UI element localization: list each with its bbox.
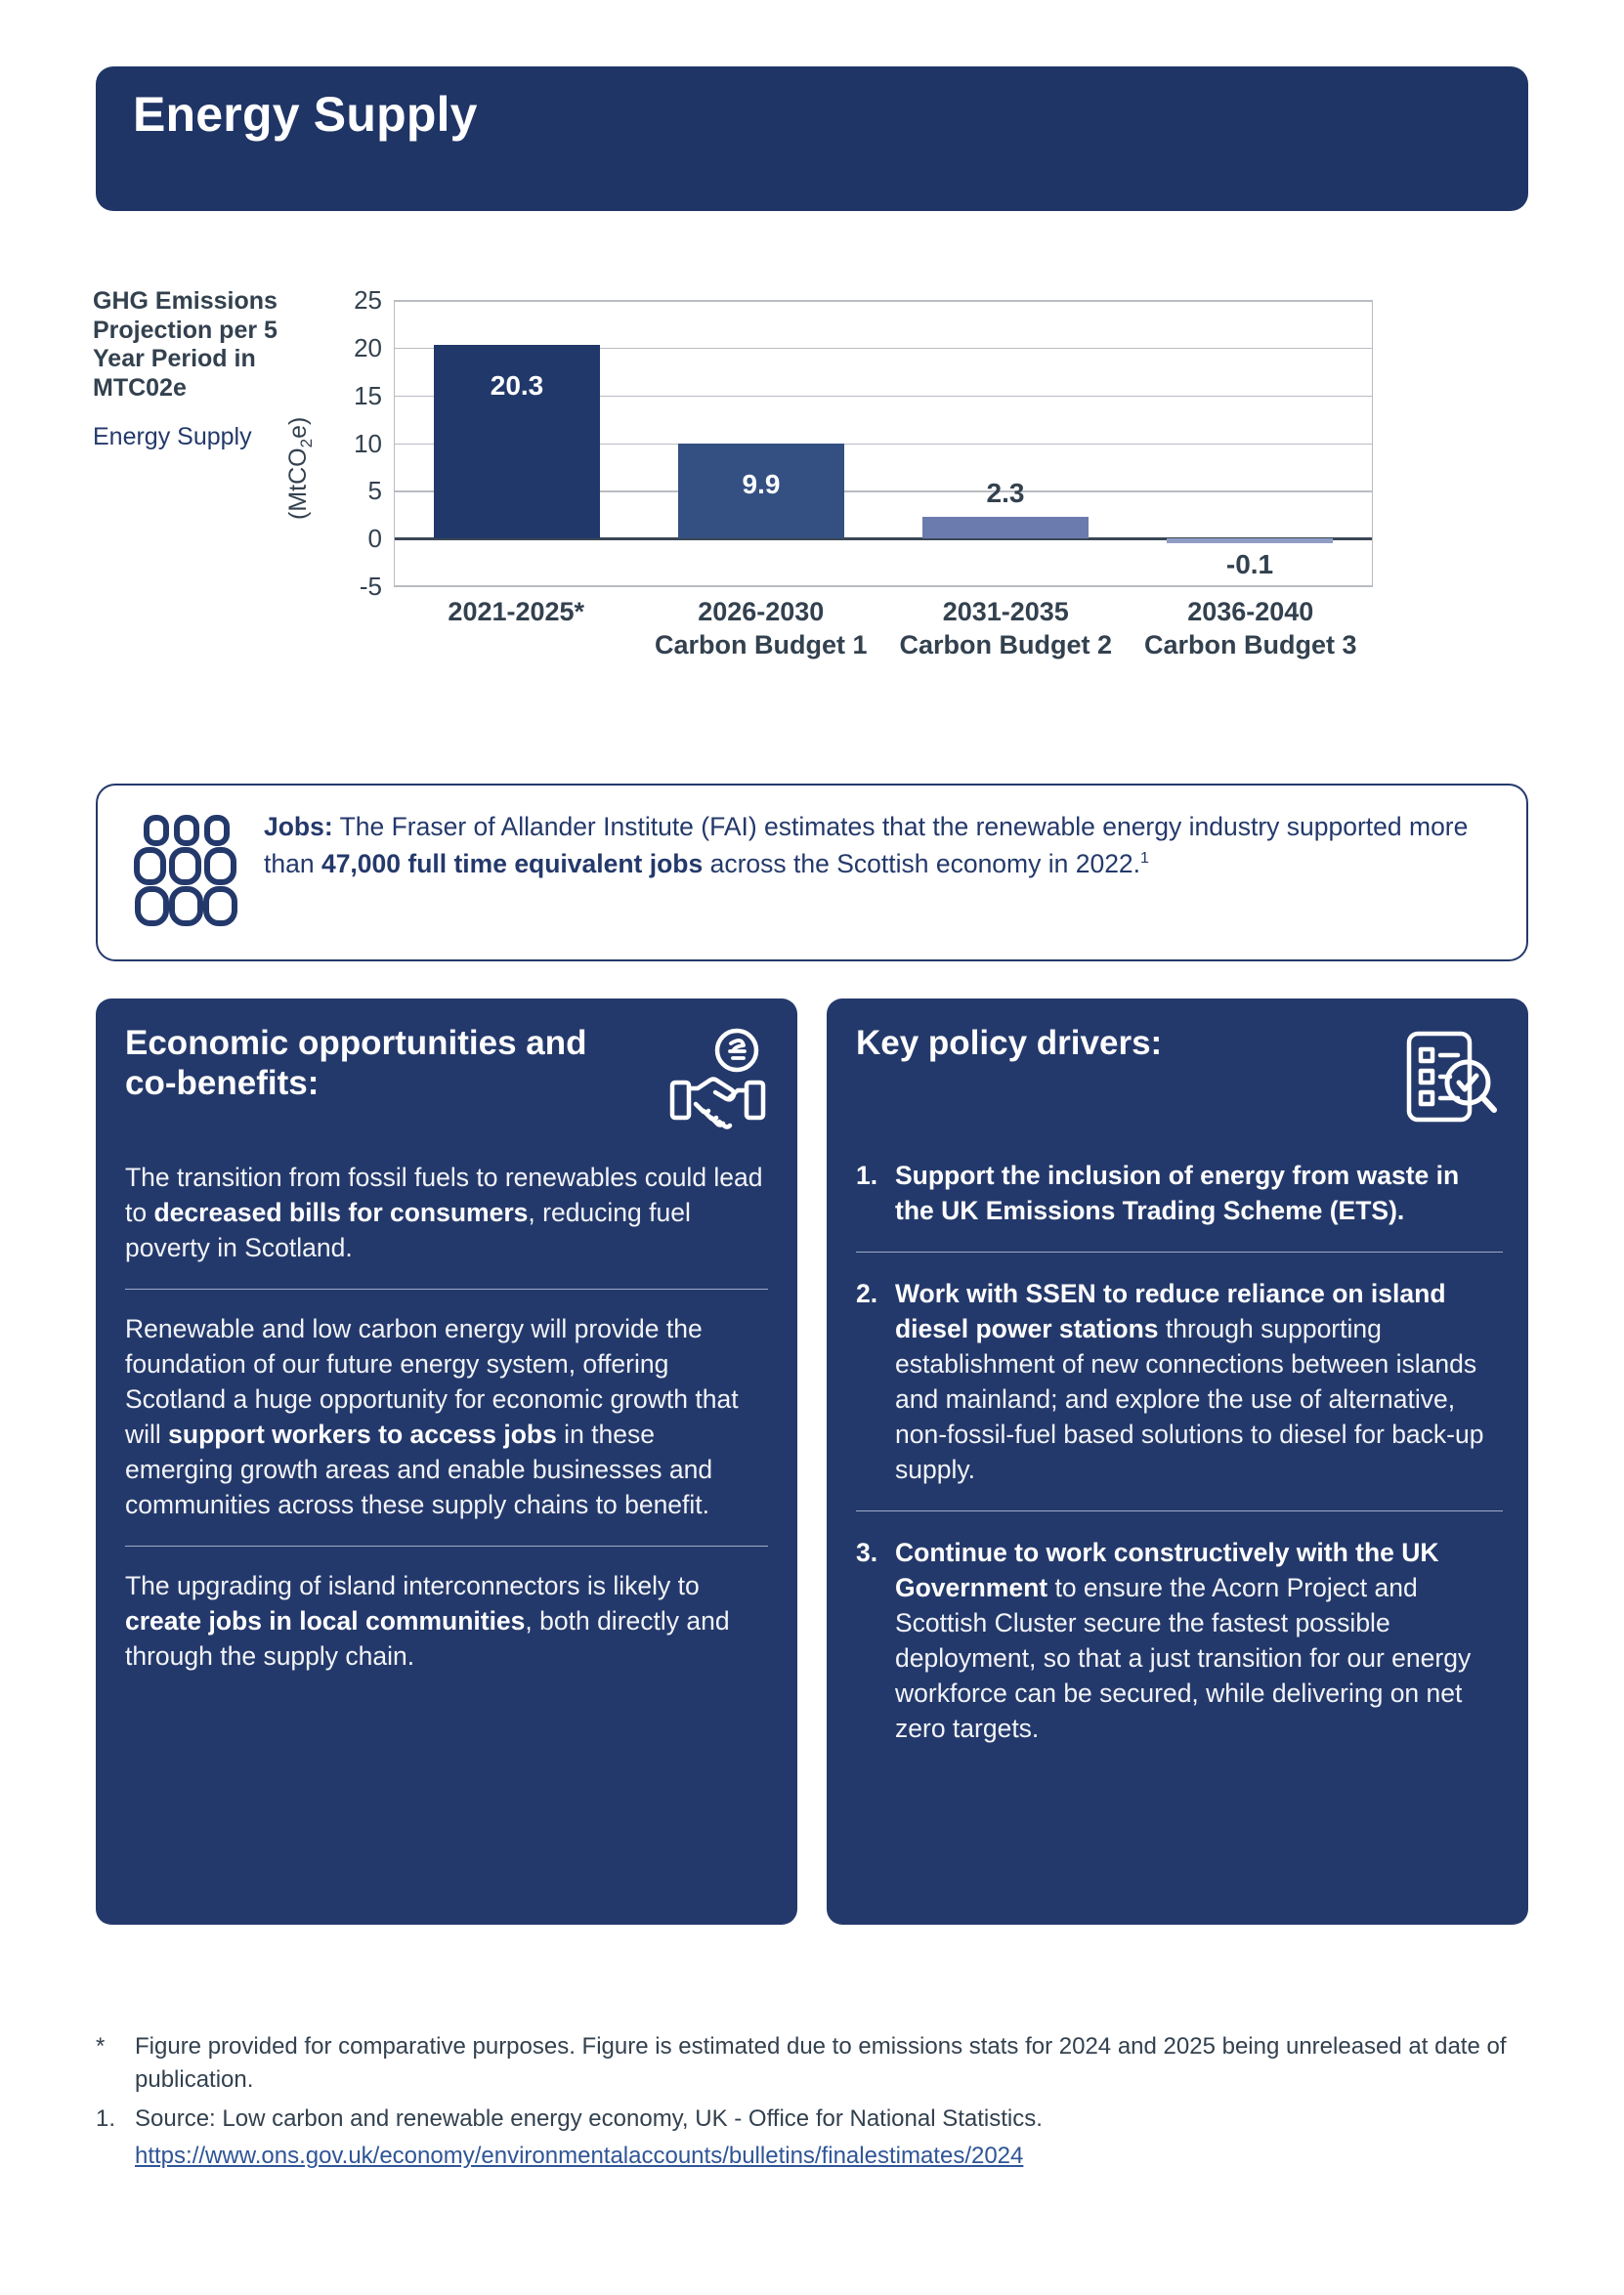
bar-value-label: -0.1 xyxy=(1225,549,1274,580)
bar-series xyxy=(395,300,1372,586)
bar-column xyxy=(639,300,883,586)
jobs-bold-1: 47,000 full time equivalent jobs xyxy=(321,848,704,878)
jobs-text-2: across the Scottish economy in 2022. xyxy=(703,848,1141,878)
policy-driver-item xyxy=(856,1510,1503,1769)
bar xyxy=(1167,538,1333,543)
benefit-text-post: in these emerging growth areas and enable businesses and communities across these supply chains to benefit. xyxy=(125,1420,713,1520)
page-header-banner xyxy=(96,66,1528,211)
panel-left-title: Economic opportunities and co-benefits: xyxy=(125,1024,587,1102)
bar-value-label: 20.3 xyxy=(490,369,544,401)
x-axis-label xyxy=(883,596,1129,662)
bar-column xyxy=(883,300,1128,586)
benefit-text-pre: Renewable and low carbon energy will provide the foundation of our future energy system, offering Scotland a huge opportunity for economic growth that will xyxy=(125,1314,739,1450)
bar-value-label: 9.9 xyxy=(742,469,781,500)
y-tick-label: -5 xyxy=(359,572,382,601)
footnote-text: Figure provided for comparative purposes. Figure is estimated due to emissions stats for 2024 and 2025 being unreleased at date of publication. xyxy=(135,2033,1507,2094)
benefit-text xyxy=(125,1160,768,1265)
footnote-marker: * xyxy=(96,2033,106,2060)
y-axis-label xyxy=(284,417,317,520)
benefit-text-bold: decreased bills for consumers xyxy=(153,1198,529,1228)
jobs-text-1: The Fraser of Allander Institute (FAI) estimates that the renewable energy industry supported more than xyxy=(264,812,1469,878)
policy-driver-bold: Support the inclusion of energy from waste in the UK Emissions Trading Scheme (ETS). xyxy=(895,1161,1460,1226)
x-axis-label xyxy=(394,596,639,662)
bar-value-label: 2.3 xyxy=(986,477,1025,508)
panel-left-blocks xyxy=(96,1138,797,1697)
bar-column xyxy=(1128,300,1372,586)
footnote-text: Source: Low carbon and renewable energy economy, UK - Office for National Statistics. xyxy=(135,2105,1043,2133)
panel-right-header xyxy=(827,999,1528,1134)
policy-driver-rest: to ensure the Acorn Project and Scottish Cluster secure the fastest possible deployment, so that a just transition for our energy workforce can be secured, while delivering on net zero targets. xyxy=(895,1573,1472,1744)
x-axis-labels xyxy=(394,596,1373,662)
policy-driver-number: 1. xyxy=(856,1161,878,1190)
policy-driver-text xyxy=(895,1535,1503,1746)
policy-driver-item xyxy=(856,1134,1503,1252)
y-tick-label: 5 xyxy=(367,476,382,506)
x-axis-budget-label: Carbon Budget 2 xyxy=(899,629,1112,659)
y-tick-label: 20 xyxy=(354,332,382,362)
footnote-body xyxy=(135,2103,1043,2173)
policy-driver-bold: Work with SSEN to reduce reliance on island diesel power stations xyxy=(895,1279,1446,1344)
benefit-text-pre: The transition from fossil fuels to renewables could lead to xyxy=(125,1163,763,1228)
plot-area xyxy=(394,300,1373,586)
x-axis-label xyxy=(639,596,884,662)
benefit-block xyxy=(125,1138,768,1289)
chart-title: GHG Emissions Projection per 5 Year Period in MTC02e xyxy=(93,287,278,402)
x-axis-period: 2026-2030 xyxy=(698,597,825,626)
y-tick-label: 0 xyxy=(367,524,382,554)
y-axis-label-post: e) xyxy=(284,416,312,439)
handshake-pound-icon xyxy=(666,1028,768,1138)
policy-driver-number: 3. xyxy=(856,1538,878,1568)
x-axis-label xyxy=(1129,596,1374,662)
jobs-lead: Jobs: xyxy=(264,812,333,841)
checklist-magnifier-icon xyxy=(1401,1028,1499,1134)
benefit-text xyxy=(125,1311,768,1522)
economic-opportunities-panel xyxy=(96,999,797,1925)
benefit-block xyxy=(125,1546,768,1697)
footnote-link[interactable]: https://www.ons.gov.uk/economy/environmentalaccounts/bulletins/finalestimates/2024 xyxy=(135,2143,1024,2170)
benefit-text-post: , both directly and through the supply chain. xyxy=(125,1606,730,1672)
y-axis-label-sub: 2 xyxy=(297,438,316,448)
policy-driver-number: 2. xyxy=(856,1279,878,1309)
footnote-body xyxy=(135,2030,1528,2097)
footnote-marker: 1. xyxy=(96,2105,116,2133)
jobs-text xyxy=(264,809,1497,882)
policy-driver-rest: through supporting establishment of new connections between islands and mainland; and explore the use of alternative, non-fossil-fuel based solutions to diesel for back-up supply. xyxy=(895,1314,1484,1485)
x-axis-period: 2036-2040 xyxy=(1187,597,1314,626)
benefit-text xyxy=(125,1568,768,1674)
bar-column xyxy=(395,300,639,586)
x-axis-period: 2021-2025* xyxy=(448,597,585,626)
key-policy-drivers-panel xyxy=(827,999,1528,1925)
y-tick-label: 15 xyxy=(354,380,382,410)
jobs-footnote-mark: 1 xyxy=(1140,849,1149,867)
footnotes xyxy=(96,2030,1528,2179)
x-axis-budget-label xyxy=(394,629,639,662)
panel-left-header xyxy=(96,999,797,1138)
y-tick-label: 25 xyxy=(354,285,382,315)
y-axis-label-pre: (MtCO xyxy=(284,447,312,520)
panel-right-title: Key policy drivers: xyxy=(856,1024,1163,1062)
policy-driver-list xyxy=(827,1134,1528,1769)
policy-driver-item xyxy=(856,1252,1503,1510)
bar xyxy=(922,517,1089,538)
jobs-callout xyxy=(96,784,1528,961)
benefit-text-post: , reducing fuel poverty in Scotland. xyxy=(125,1198,691,1263)
benefit-text-bold: create jobs in local communities xyxy=(125,1606,526,1636)
benefit-text-pre: The upgrading of island interconnectors is likely to xyxy=(125,1571,700,1601)
policy-driver-text xyxy=(895,1158,1503,1228)
x-axis-budget-label: Carbon Budget 1 xyxy=(654,629,868,659)
people-group-icon xyxy=(133,813,238,933)
benefit-block xyxy=(125,1289,768,1546)
chart-side-labels xyxy=(93,287,278,451)
y-tick-label: 10 xyxy=(354,428,382,458)
policy-driver-bold: Continue to work constructively with the UK Government xyxy=(895,1538,1439,1603)
x-axis-period: 2031-2035 xyxy=(942,597,1069,626)
footnote xyxy=(96,2030,1528,2097)
benefit-text-bold: support workers to access jobs xyxy=(168,1420,557,1450)
x-axis-budget-label: Carbon Budget 3 xyxy=(1143,629,1357,659)
chart-subtitle: Energy Supply xyxy=(93,423,252,450)
footnote xyxy=(96,2103,1528,2173)
policy-driver-text xyxy=(895,1276,1503,1487)
emissions-chart xyxy=(93,281,1529,682)
page-title: Energy Supply xyxy=(133,87,478,142)
